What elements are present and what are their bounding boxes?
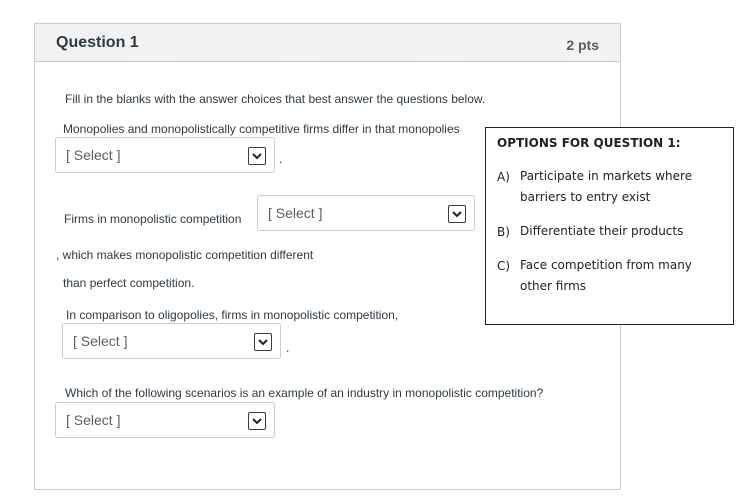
answer-2-value: [ Select ] bbox=[268, 205, 323, 221]
question-title: Question 1 bbox=[56, 34, 139, 51]
option-a-text: Participate in markets where barriers to entry exist bbox=[520, 169, 693, 204]
option-c-text: Face competition from many other firms bbox=[520, 258, 692, 293]
question-2-text: Firms in monopolistic competition bbox=[64, 212, 242, 226]
question-2-continuation-2: than perfect competition. bbox=[63, 276, 195, 290]
question-1-text: Monopolies and monopolistically competitive firms differ in that monopolies bbox=[63, 122, 460, 136]
question-header bbox=[35, 24, 620, 62]
question-4-text: Which of the following scenarios is an example of an industry in monopolistic competition? bbox=[65, 386, 544, 400]
instructions-text: Fill in the blanks with the answer choices that best answer the questions below. bbox=[65, 92, 486, 106]
option-b-text: Differentiate their products bbox=[520, 224, 684, 238]
chevron-down-icon[interactable] bbox=[448, 205, 466, 223]
option-a-letter: A) bbox=[497, 170, 510, 184]
answer-1-value: [ Select ] bbox=[66, 147, 121, 163]
chevron-down-icon[interactable] bbox=[248, 412, 266, 430]
chevron-down-icon[interactable] bbox=[248, 147, 266, 165]
answer-3-value: [ Select ] bbox=[73, 333, 128, 349]
question-3-period: . bbox=[286, 341, 290, 355]
answer-3-select[interactable] bbox=[62, 323, 281, 359]
answer-1-select[interactable] bbox=[55, 137, 275, 173]
option-b-letter: B) bbox=[497, 225, 510, 239]
options-title: OPTIONS FOR QUESTION 1: bbox=[497, 136, 681, 150]
answer-4-value: [ Select ] bbox=[66, 412, 121, 428]
question-3-text: In comparison to oligopolies, firms in monopolistic competition, bbox=[66, 308, 399, 322]
question-2-continuation-1: , which makes monopolistic competition different bbox=[56, 248, 314, 262]
question-points: 2 pts bbox=[566, 37, 599, 53]
options-box bbox=[485, 127, 734, 325]
answer-2-select[interactable] bbox=[257, 195, 475, 231]
option-c-letter: C) bbox=[497, 259, 511, 273]
chevron-down-icon[interactable] bbox=[254, 333, 272, 351]
answer-4-select[interactable] bbox=[55, 402, 275, 438]
question-1-period: . bbox=[279, 152, 283, 166]
